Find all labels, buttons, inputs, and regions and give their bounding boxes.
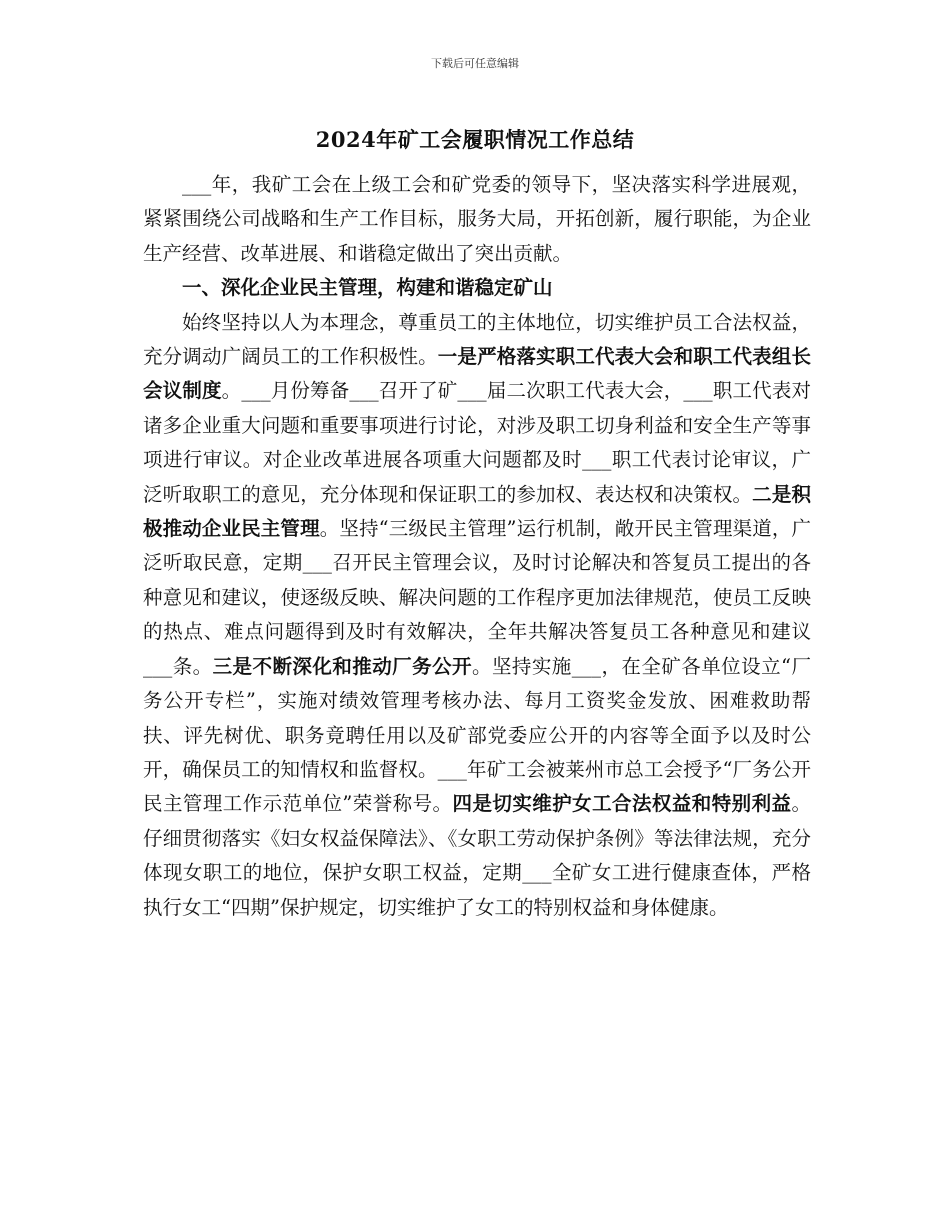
point-four-text: 。仔细贯彻落实《妇女权益保障法》、《女职工劳动保护条例》等法律法规，充分体现女职工的地位，保护女职工权益，定期___全矿女工进行健康查体，严格执行女工“四期”保护规定，切实维护了女工的特别权益和身体健康。 — [143, 792, 811, 919]
point-three-text: 。坚持实施___，在全矿各单位设立“厂务公开专栏”，实施对绩效管理考核办法、每月工资奖金发放、困难救助帮扶、评先树优、职务竟聘任用以及矿部党委应公开的内容等全面予以及时公开，确保员工的知情权和监督权。___年矿工会被莱州市总工会授予“厂务公开民主管理工作示范单位”荣誉称号。 — [143, 654, 811, 816]
point-two-text: 。坚持“三级民主管理”运行机制，敞开民主管理渠道，广泛听取民意，定期___召开民主管理会议，及时讨论解决和答复员工提出的各种意见和建议，使逐级反映、解决问题的工作程序更加法律规范，使员工反映的热点、难点问题得到及时有效解决，全年共解决答复员工各种意见和建议___条。 — [143, 517, 811, 678]
page-header-note: 下载后可任意编辑 — [431, 57, 519, 70]
document-body — [143, 168, 811, 925]
point-two-heading: 二是积极推动企业民主管理 — [143, 482, 811, 541]
intro-paragraph: ___年，我矿工会在上级工会和矿党委的领导下，坚决落实科学进展观，紧紧围绕公司战略和生产工作目标，服务大局，开拓创新，履行职能，为企业生产经营、改革进展、和谐稳定做出了突出贡献。 — [143, 173, 811, 265]
point-three-heading: 三是不断深化和推动厂务公开 — [212, 654, 472, 678]
point-one-heading: 一是严格落实职工代表大会和职工代表组长会议制度 — [143, 345, 811, 403]
point-one-text: 。___月份筹备___召开了矿___届二次职工代表大会，___职工代表对诸多企业重大问题和重要事项进行讨论，对涉及职工切身利益和安全生产等事项进行审议。对企业改革进展各项重大问题都及时___职工代表讨论审议，广泛听取职工的意见，充分体现和保证职工的参加权、表达权和决策权。 — [143, 379, 811, 506]
section-heading: 一、深化企业民主管理，构建和谐稳定矿山 — [182, 276, 553, 300]
paragraph-opening: 始终坚持以人为本理念，尊重员工的主体地位，切实维护员工合法权益，充分调动广阔员工的工作积极性。 — [143, 310, 811, 369]
document-title: 2024年矿工会履职情况工作总结 — [315, 127, 635, 152]
section-paragraph — [143, 306, 811, 925]
point-four-heading: 四是切实维护女工合法权益和特别利益 — [452, 792, 792, 816]
